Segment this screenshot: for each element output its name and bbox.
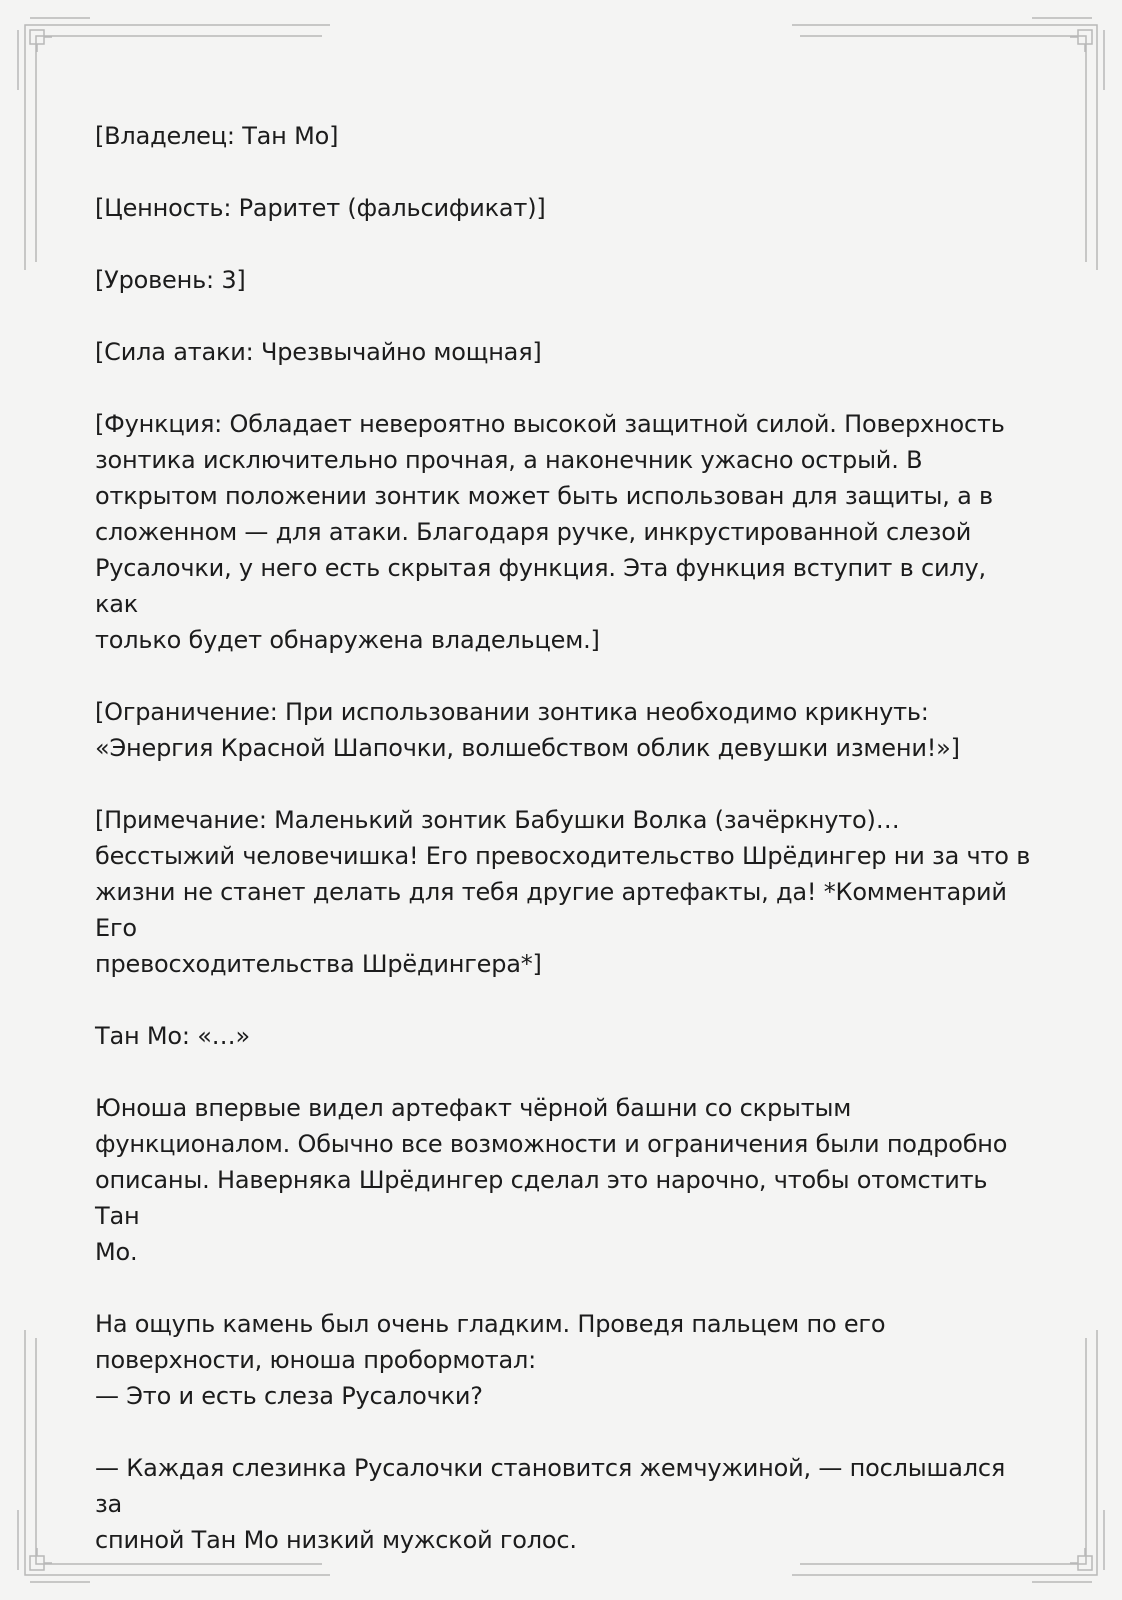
paragraph-level: [95, 262, 1035, 298]
text-line: [Владелец: Тан Мо]: [95, 122, 339, 150]
paragraph-narration-3: [95, 1450, 1035, 1558]
text-line: [Функция: Обладает невероятно высокой защитной силой. Поверхность: [95, 410, 1005, 438]
document-body: [95, 118, 1035, 1594]
text-line: только будет обнаружена владельцем.]: [95, 626, 600, 654]
paragraph-narration-2: [95, 1306, 1035, 1414]
text-line: — Каждая слезинка Русалочки становится жемчужиной, — послышался за: [95, 1454, 1006, 1518]
text-line: [Уровень: 3]: [95, 266, 246, 294]
paragraph-function: [95, 406, 1035, 658]
paragraph-attack-power: [95, 334, 1035, 370]
text-line: функционалом. Обычно все возможности и ограничения были подробно: [95, 1130, 1008, 1158]
text-line: открытом положении зонтик может быть использован для защиты, а в: [95, 482, 993, 510]
text-line: [Примечание: Маленький зонтик Бабушки Волка (зачёркнуто)…: [95, 806, 900, 834]
paragraph-owner: [95, 118, 1035, 154]
text-line: Русалочки, у него есть скрытая функция. Эта функция вступит в силу, как: [95, 554, 986, 618]
text-line: поверхности, юноша пробормотал:: [95, 1346, 537, 1374]
text-line: «Энергия Красной Шапочки, волшебством облик девушки измени!»]: [95, 734, 960, 762]
paragraph-value: [95, 190, 1035, 226]
text-line: сложенном — для атаки. Благодаря ручке, инкрустированной слезой: [95, 518, 972, 546]
text-line: [Ценность: Раритет (фальсификат)]: [95, 194, 546, 222]
text-line: превосходительства Шрёдингера*]: [95, 950, 542, 978]
text-line: описаны. Наверняка Шрёдингер сделал это нарочно, чтобы отомстить Тан: [95, 1166, 988, 1230]
text-line: зонтика исключительно прочная, а наконечник ужасно острый. В: [95, 446, 923, 474]
paragraph-restriction: [95, 694, 1035, 766]
text-line: жизни не станет делать для тебя другие артефакты, да! *Комментарий Его: [95, 878, 1007, 942]
text-line: Юноша впервые видел артефакт чёрной башни со скрытым: [95, 1094, 852, 1122]
text-line: — Это и есть слеза Русалочки?: [95, 1382, 483, 1410]
paragraph-note: [95, 802, 1035, 982]
text-line: бесстыжий человечишка! Его превосходительство Шрёдингер ни за что в: [95, 842, 1031, 870]
text-line: [Ограничение: При использовании зонтика необходимо крикнуть:: [95, 698, 929, 726]
text-line: На ощупь камень был очень гладким. Проведя пальцем по его: [95, 1310, 886, 1338]
paragraph-narration-1: [95, 1090, 1035, 1270]
text-line: Тан Мо: «…»: [95, 1022, 250, 1050]
text-line: Мо.: [95, 1238, 138, 1266]
paragraph-tan-mo-reply: [95, 1018, 1035, 1054]
text-line: спиной Тан Мо низкий мужской голос.: [95, 1526, 577, 1554]
text-line: [Сила атаки: Чрезвычайно мощная]: [95, 338, 542, 366]
